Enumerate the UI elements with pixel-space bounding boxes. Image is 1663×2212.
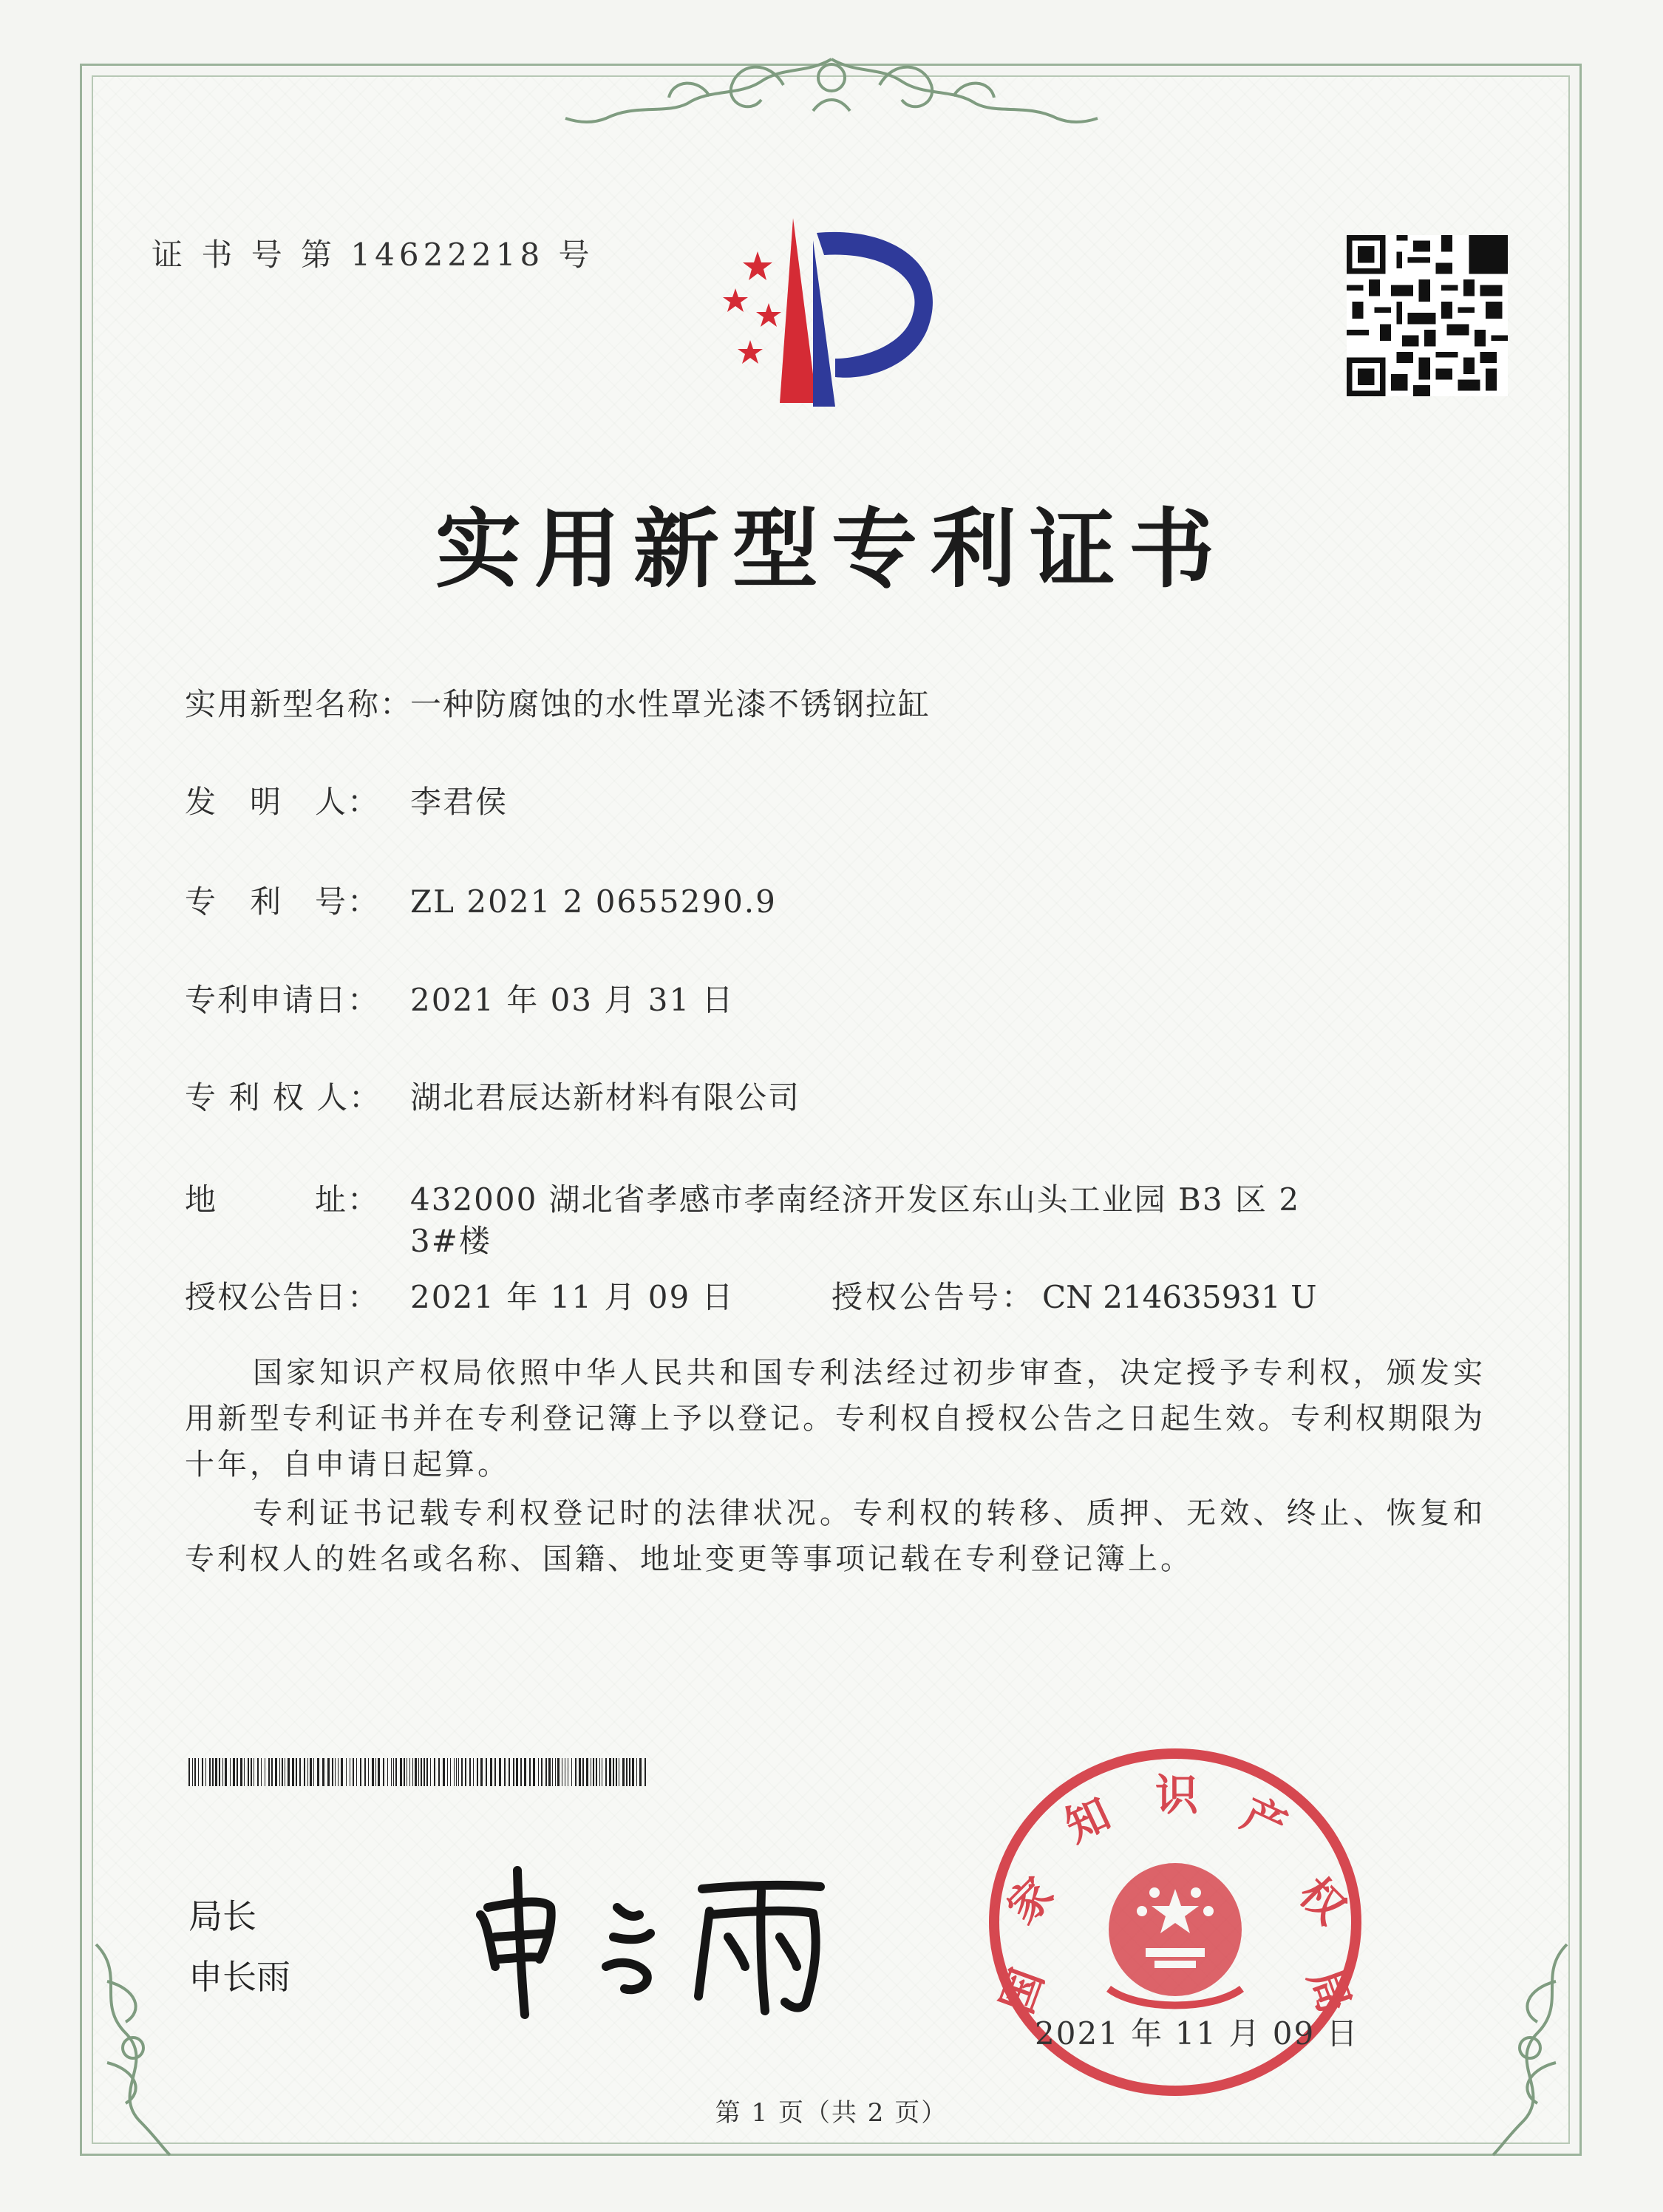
field-value: 李君侯 bbox=[410, 784, 509, 820]
seal-date: 2021 年 11 月 09 日 bbox=[1035, 2015, 1359, 2052]
svg-text:识: 识 bbox=[1154, 1770, 1199, 1820]
director-title: 局长 bbox=[188, 1896, 256, 1936]
field-label: 专 利 号： bbox=[185, 883, 381, 920]
field-label: 专利申请日： bbox=[185, 982, 381, 1018]
director-name: 申长雨 bbox=[188, 1957, 290, 1997]
body-paragraph-1: 国家知识产权局依照中华人民共和国专利法经过初步审查，决定授予专利权，颁发实用新型专利证书并在专利登记簿上予以登记。专利权自授权公告之日起生效。专利权期限为十年，自申请日起算。 bbox=[185, 1356, 1486, 1482]
field-label: 授权公告日： bbox=[185, 1279, 381, 1315]
field-address bbox=[185, 1175, 1301, 1259]
field-application-date bbox=[185, 976, 735, 1020]
svg-text:知: 知 bbox=[1057, 1788, 1118, 1852]
field-announcement-number bbox=[832, 1273, 1316, 1317]
field-label: 发 明 人： bbox=[185, 784, 381, 820]
field-label: 地 址： bbox=[185, 1181, 381, 1218]
field-value: ZL 2021 2 0655290.9 bbox=[410, 883, 777, 920]
field-value: 2021 年 03 月 31 日 bbox=[410, 982, 735, 1018]
svg-text:国: 国 bbox=[991, 1962, 1054, 2021]
certificate-number: 证 书 号 第 14622218 号 bbox=[152, 237, 594, 273]
field-inventor bbox=[185, 778, 508, 822]
field-utility-model-name bbox=[185, 680, 931, 725]
svg-text:家: 家 bbox=[997, 1867, 1064, 1934]
field-value: 432000 湖北省孝感市孝南经济开发区东山头工业园 B3 区 2 bbox=[410, 1181, 1301, 1218]
field-patent-number bbox=[185, 878, 777, 922]
director-signature-icon bbox=[466, 1856, 850, 2026]
field-value: 一种防腐蚀的水性罩光漆不锈钢拉缸 bbox=[410, 686, 931, 722]
field-label: 实用新型名称： bbox=[185, 686, 413, 722]
barcode-icon bbox=[188, 1758, 647, 1786]
field-value: CN 214635931 U bbox=[1042, 1279, 1317, 1315]
certificate-title: 实用新型专利证书 bbox=[435, 500, 1228, 600]
field-value: 2021 年 11 月 09 日 bbox=[410, 1279, 735, 1315]
field-label: 专 利 权 人： bbox=[185, 1079, 382, 1116]
qr-code-icon bbox=[1347, 235, 1508, 396]
field-patentee bbox=[185, 1073, 800, 1118]
top-ornament-icon bbox=[562, 44, 1101, 140]
page-footer: 第 1 页（共 2 页） bbox=[715, 2098, 948, 2128]
svg-text:权: 权 bbox=[1289, 1867, 1356, 1934]
field-value: 湖北君辰达新材料有限公司 bbox=[410, 1079, 801, 1116]
field-announcement-date bbox=[185, 1273, 735, 1317]
field-label: 授权公告号： bbox=[832, 1279, 1036, 1315]
svg-text:局: 局 bbox=[1298, 1962, 1361, 2021]
cnipa-logo-icon bbox=[706, 211, 972, 410]
body-paragraph-2: 专利证书记载专利权登记时的法律状况。专利权的转移、质押、无效、终止、恢复和专利权人的姓名或名称、国籍、地址变更等事项记载在专利登记簿上。 bbox=[185, 1496, 1486, 1576]
field-value-continuation: 3#楼 bbox=[410, 1223, 492, 1259]
svg-text:产: 产 bbox=[1234, 1788, 1295, 1852]
